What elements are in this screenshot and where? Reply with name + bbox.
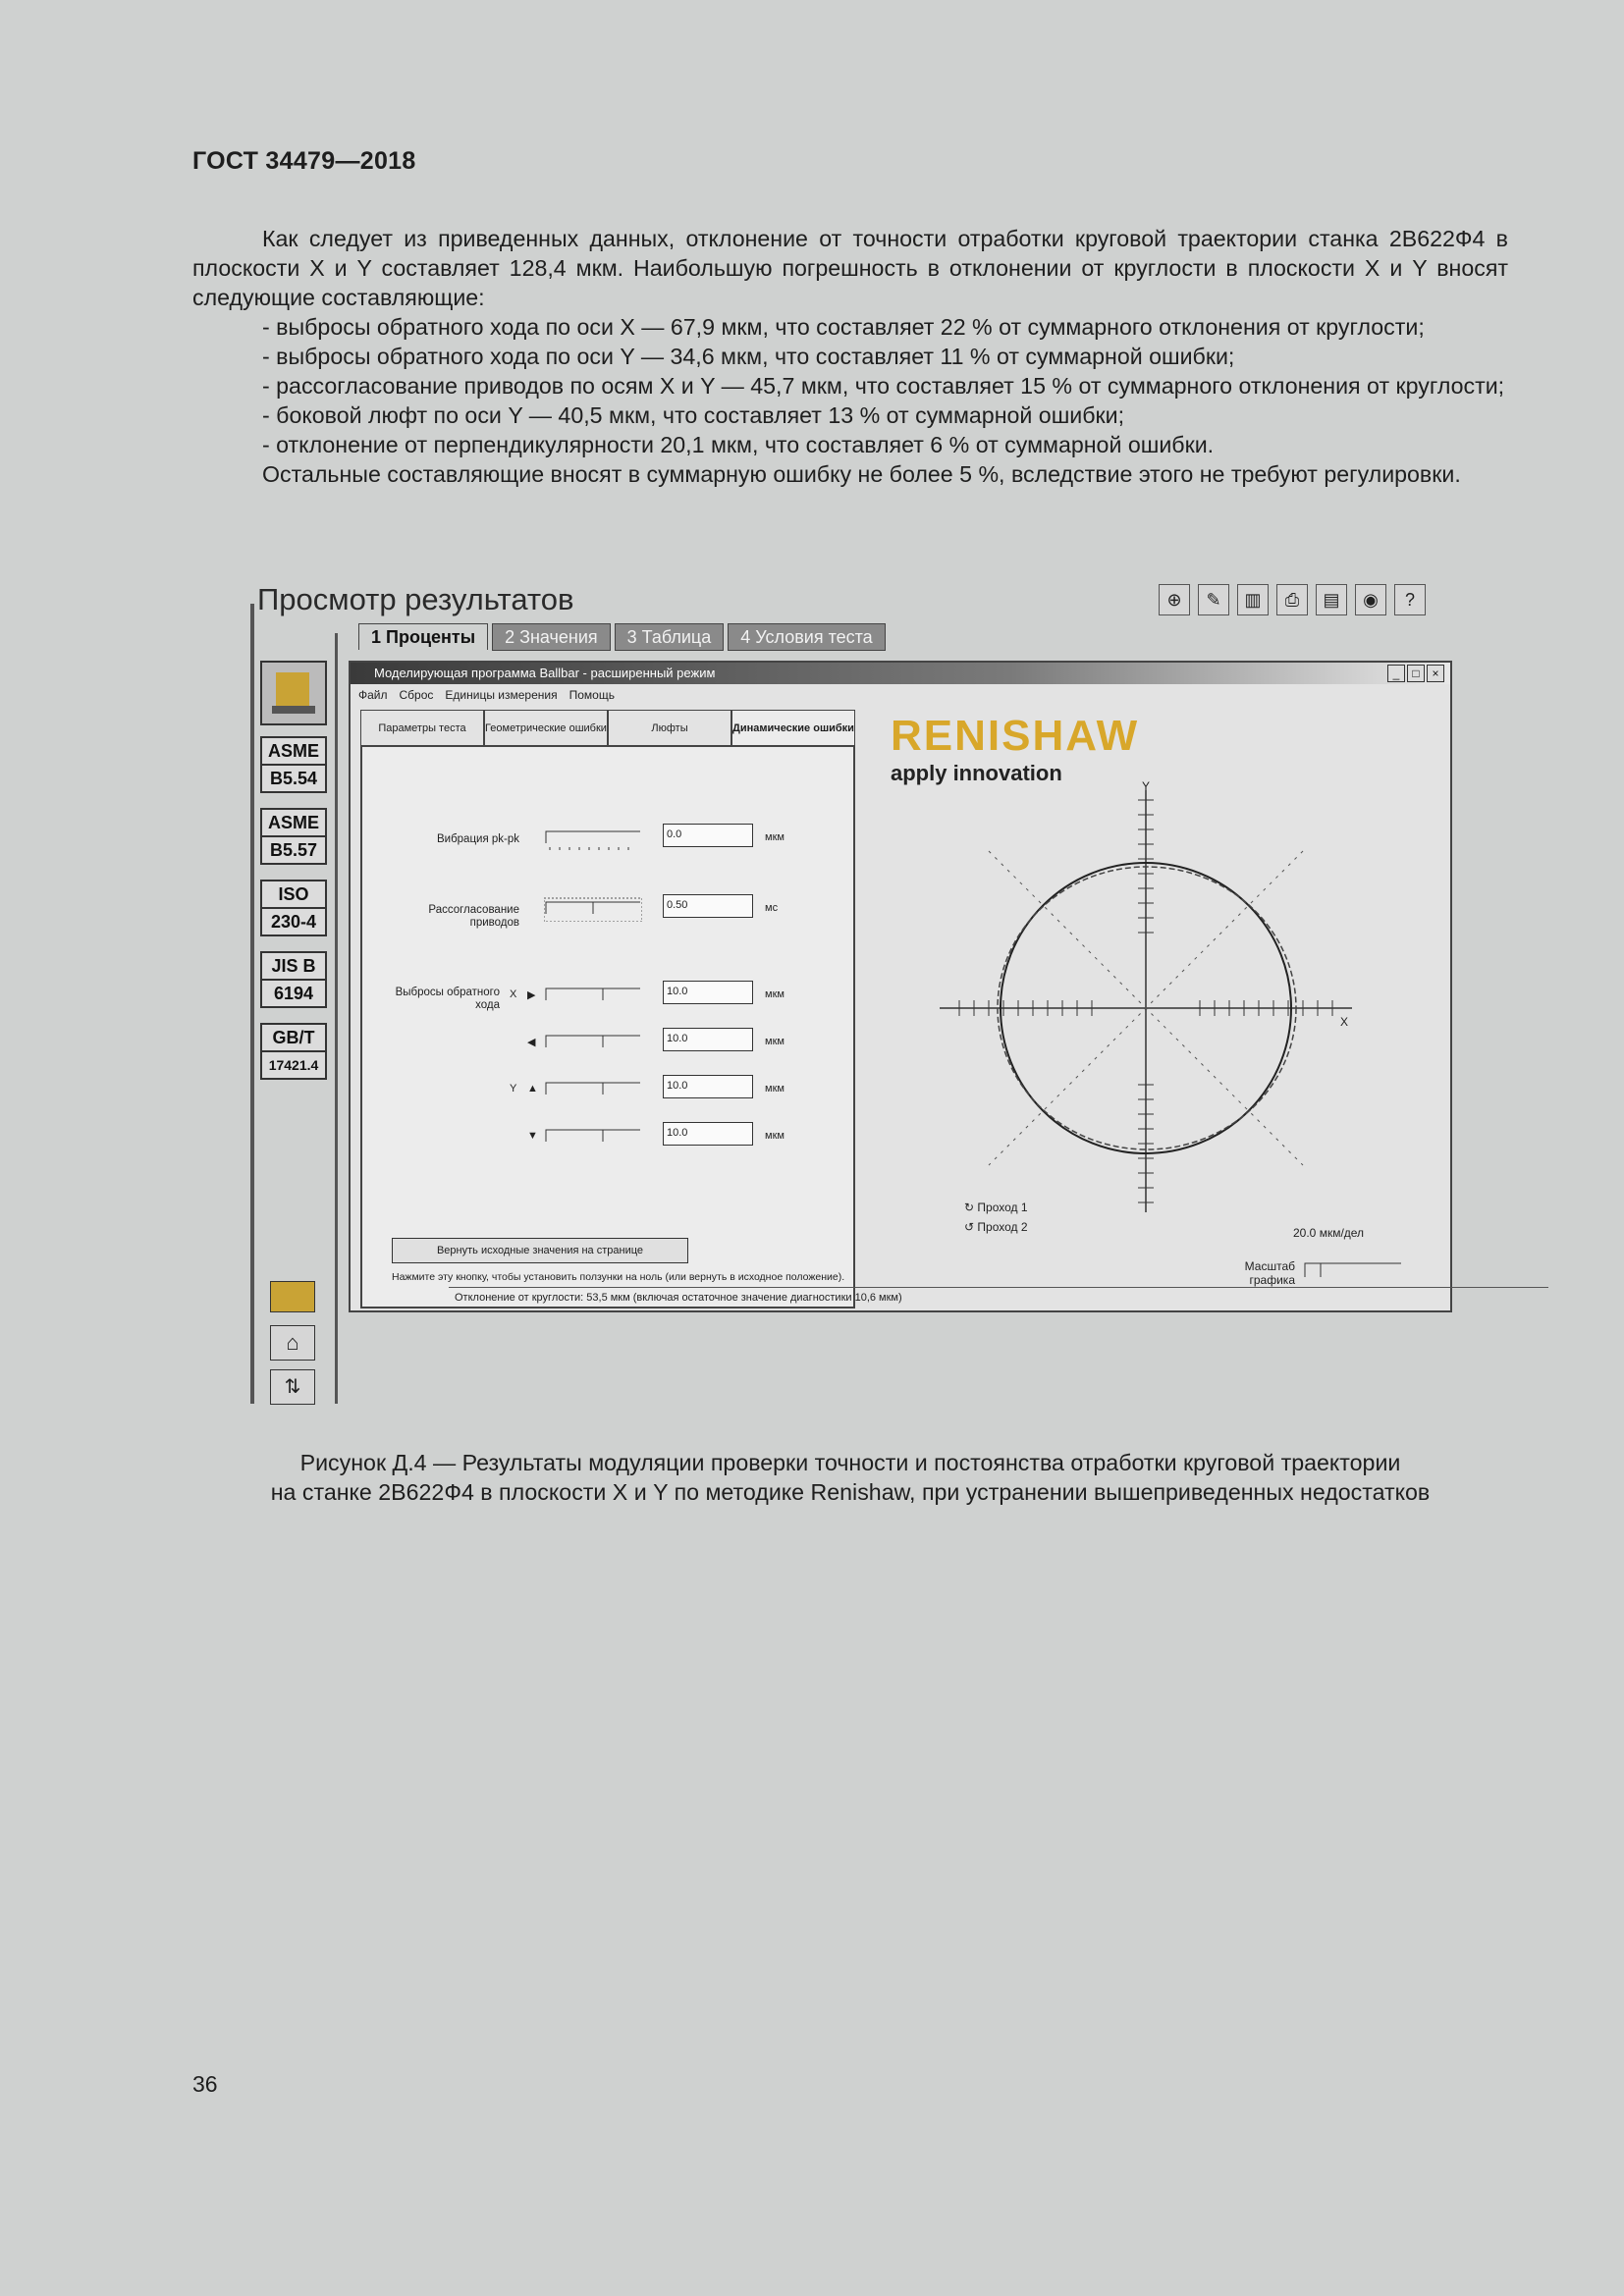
tab-test-params[interactable]: Параметры теста bbox=[360, 710, 484, 747]
backlash-unit: мкм bbox=[765, 1083, 785, 1095]
reset-hint: Нажмите эту кнопку, чтобы установить ползунки на ноль (или вернуть в исходное положение). bbox=[392, 1271, 845, 1283]
reset-values-button[interactable]: Вернуть исходные значения на странице bbox=[392, 1238, 688, 1263]
standard-gbt-17421-button[interactable]: GB/T 17421.4 bbox=[260, 1023, 327, 1080]
list-item: - рассогласование приводов по осям X и Y — 45,7 мкм, что составляет 15 % от суммарного отклонения от круглости; bbox=[262, 373, 1505, 399]
backlash-unit: мкм bbox=[765, 1130, 785, 1142]
mismatch-slider[interactable] bbox=[544, 894, 642, 922]
menu-bar bbox=[358, 688, 615, 702]
wrench-icon[interactable]: ✎ bbox=[1198, 584, 1229, 615]
backlash-y-neg-input[interactable]: 10.0 bbox=[663, 1122, 753, 1146]
backlash-x-neg-slider[interactable] bbox=[544, 1028, 642, 1055]
machine-icon[interactable] bbox=[260, 661, 327, 725]
mismatch-unit: мс bbox=[765, 902, 779, 914]
scale-slider[interactable] bbox=[1303, 1255, 1411, 1285]
paragraph-conclusion: Остальные составляющие вносят в суммарную ошибку не более 5 %, вследствие этого не требуют регулировки. bbox=[262, 461, 1461, 487]
list-item: - боковой люфт по оси Y — 40,5 мкм, что составляет 13 % от суммарной ошибки; bbox=[262, 402, 1125, 428]
menu-units[interactable]: Единицы измерения bbox=[445, 688, 558, 702]
printer-icon[interactable]: ⎙ bbox=[1276, 584, 1308, 615]
results-tabs bbox=[358, 623, 886, 651]
mismatch-label: Рассогласование приводов bbox=[428, 904, 519, 929]
globe-icon[interactable]: ◉ bbox=[1355, 584, 1386, 615]
parameter-tabs bbox=[360, 710, 855, 747]
standard-jis-b6194-button[interactable]: JIS B 6194 bbox=[260, 951, 327, 1008]
tab-percent[interactable]: 1 Проценты bbox=[358, 623, 488, 650]
arrow-left-icon: ◀ bbox=[527, 1037, 536, 1048]
renishaw-logo: RENISHAW bbox=[891, 712, 1140, 760]
figure-caption bbox=[192, 1448, 1508, 1507]
chart-icon[interactable]: ▥ bbox=[1237, 584, 1269, 615]
tagline: apply innovation bbox=[891, 761, 1062, 785]
tab-table[interactable]: 3 Таблица bbox=[615, 623, 725, 651]
dynamic-errors-panel bbox=[360, 745, 855, 1308]
vibration-slider[interactable] bbox=[544, 824, 642, 851]
backlash-y-pos-slider[interactable] bbox=[544, 1075, 642, 1102]
ballbar-simulator-window bbox=[349, 661, 1452, 1312]
axis-y-label: Y bbox=[510, 1083, 517, 1095]
scale-label: Масштаб графика bbox=[1244, 1259, 1295, 1287]
clipboard-icon[interactable]: ▤ bbox=[1316, 584, 1347, 615]
polar-plot bbox=[920, 780, 1372, 1212]
standard-asme-b557-button[interactable]: ASME B5.57 bbox=[260, 808, 327, 865]
arrow-down-icon: ▼ bbox=[527, 1130, 538, 1142]
document-header: ГОСТ 34479—2018 bbox=[192, 147, 416, 175]
legend-run-1: ↻ Проход 1 bbox=[964, 1201, 1028, 1214]
backlash-y-neg-slider[interactable] bbox=[544, 1122, 642, 1149]
arrow-right-icon: ▶ bbox=[527, 989, 536, 1001]
paragraph-intro: Как следует из приведенных данных, отклонение от точности отработки круговой траектории станка 2В622Ф4 в плоскости X и Y составляет 128,4 мкм. Наибольшую погрешность в отклонении от круглости в плоскости X и Y вносят следующие составляющие: bbox=[192, 226, 1508, 310]
menu-help[interactable]: Помощь bbox=[568, 688, 615, 702]
arrow-up-icon: ▲ bbox=[527, 1083, 538, 1095]
figure-screenshot bbox=[250, 574, 1450, 1418]
tab-conditions[interactable]: 4 Условия теста bbox=[728, 623, 885, 651]
list-item: - выбросы обратного хода по оси X — 67,9 мкм, что составляет 22 % от суммарного отклонения от круглости; bbox=[262, 314, 1425, 340]
backlash-unit: мкм bbox=[765, 1036, 785, 1047]
tab-geometric-errors[interactable]: Геометрические ошибки bbox=[484, 710, 608, 747]
page-number: 36 bbox=[192, 2071, 218, 2097]
body-text bbox=[192, 224, 1508, 489]
sort-icon[interactable]: ⇅ bbox=[270, 1369, 315, 1405]
vibration-unit: мкм bbox=[765, 831, 785, 843]
toolbar bbox=[1159, 584, 1426, 615]
list-item: - отклонение от перпендикулярности 20,1 мкм, что составляет 6 % от суммарной ошибки. bbox=[262, 432, 1215, 457]
scale-value: 20.0 мкм/дел bbox=[1293, 1226, 1365, 1240]
minimize-icon[interactable]: _ bbox=[1387, 665, 1405, 682]
folder-icon[interactable] bbox=[270, 1281, 315, 1312]
machine-icon-graphic bbox=[262, 663, 325, 723]
list-item: - выбросы обратного хода по оси Y — 34,6 мкм, что составляет 11 % от суммарной ошибки; bbox=[262, 344, 1235, 369]
tab-dynamic-errors[interactable]: Динамические ошибки bbox=[731, 710, 855, 746]
results-title: Просмотр результатов bbox=[257, 582, 574, 616]
backlash-x-neg-input[interactable]: 10.0 bbox=[663, 1028, 753, 1051]
maximize-icon[interactable]: □ bbox=[1407, 665, 1425, 682]
window-title: Моделирующая программа Ballbar - расширенный режим bbox=[351, 663, 1450, 684]
mismatch-input[interactable]: 0.50 bbox=[663, 894, 753, 918]
home-icon[interactable]: ⌂ bbox=[270, 1325, 315, 1361]
tab-backlash[interactable]: Люфты bbox=[608, 710, 731, 747]
status-bar: Отклонение от круглости: 53,5 мкм (включая остаточное значение диагностики 10,6 мкм) bbox=[449, 1287, 1548, 1307]
caption-line-2: на станке 2В622Ф4 в плоскости X и Y по методике Renishaw, при устранении вышеприведенных недостатков bbox=[270, 1479, 1431, 1505]
menu-file[interactable]: Файл bbox=[358, 688, 388, 702]
sidebar-separator bbox=[335, 633, 338, 1404]
window-controls bbox=[1387, 665, 1444, 682]
legend-run-2: ↺ Проход 2 bbox=[964, 1220, 1028, 1234]
left-frame-line bbox=[250, 604, 254, 1404]
standard-asme-b554-button[interactable]: ASME B5.54 bbox=[260, 736, 327, 793]
close-icon[interactable]: × bbox=[1427, 665, 1444, 682]
axis-x-label: X bbox=[510, 988, 517, 1000]
target-icon[interactable]: ⊕ bbox=[1159, 584, 1190, 615]
plot-x-label: X bbox=[1340, 1015, 1349, 1029]
tab-values[interactable]: 2 Значения bbox=[492, 623, 611, 651]
backlash-x-pos-slider[interactable] bbox=[544, 981, 642, 1008]
backlash-y-pos-input[interactable]: 10.0 bbox=[663, 1075, 753, 1098]
vibration-label: Вибрация pk-pk bbox=[436, 833, 519, 845]
menu-reset[interactable]: Сброс bbox=[399, 688, 434, 702]
backlash-unit: мкм bbox=[765, 988, 785, 1000]
help-icon[interactable]: ? bbox=[1394, 584, 1426, 615]
plot-y-label: Y bbox=[1142, 780, 1151, 793]
backlash-x-pos-input[interactable]: 10.0 bbox=[663, 981, 753, 1004]
standard-iso-230-4-button[interactable]: ISO 230-4 bbox=[260, 880, 327, 936]
caption-line-1: Рисунок Д.4 — Результаты модуляции проверки точности и постоянства отработки круговой траектории bbox=[299, 1450, 1401, 1475]
vibration-input[interactable]: 0.0 bbox=[663, 824, 753, 847]
backlash-label: Выбросы обратного хода bbox=[395, 987, 500, 1011]
